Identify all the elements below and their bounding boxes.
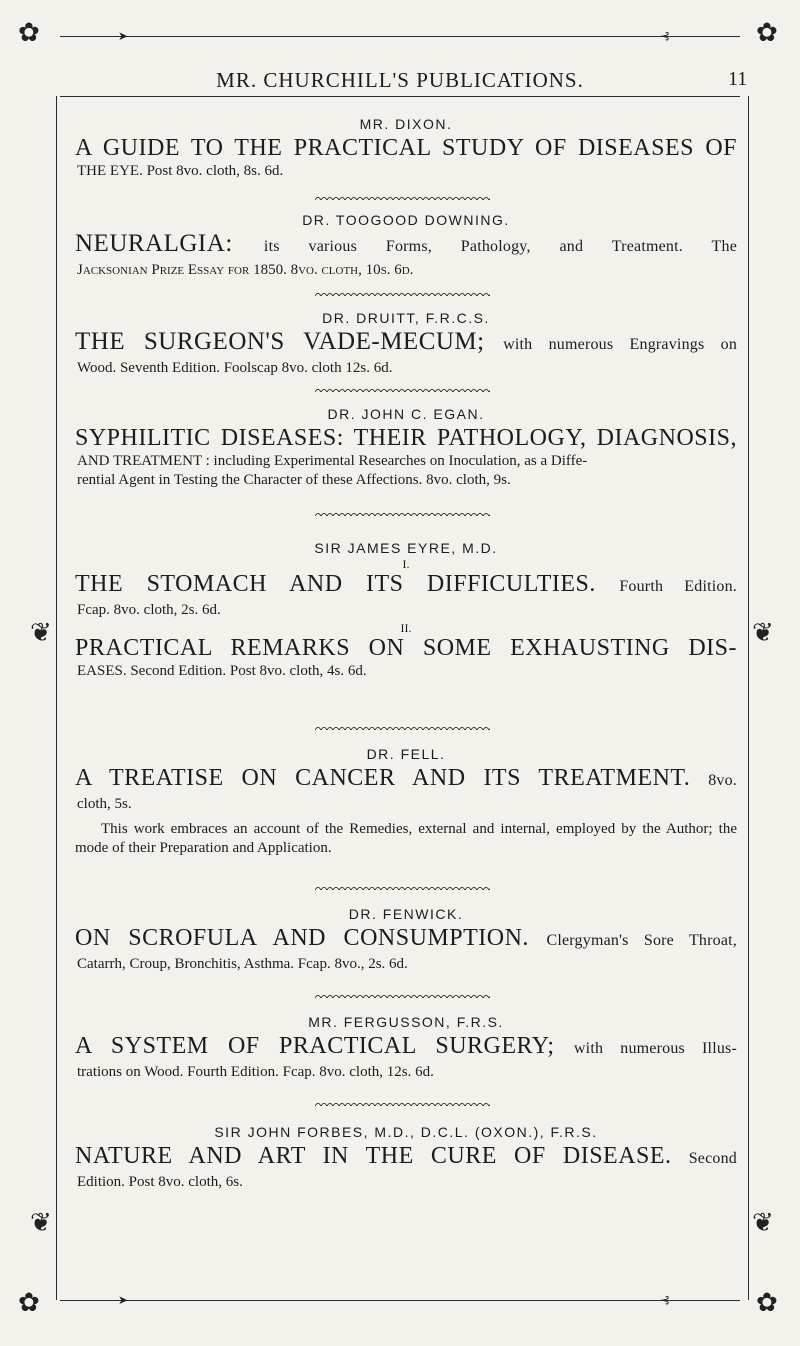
entry-title: THE STOMACH AND ITS DIFFICULTIES. Fourth Edition. [75,571,738,597]
top-border-rule [60,36,740,37]
entry-details: Fcap. 8vo. cloth, 2s. 6d. [77,602,221,618]
entry-title: NATURE AND ART IN THE CURE OF DISEASE. Second [75,1143,738,1169]
bottom-border-rule [60,1300,740,1301]
catalogue-entry [75,906,737,974]
entry-author: DR. DRUITT, F.R.C.S. [322,310,490,326]
entry-author: MR. DIXON. [359,116,453,132]
entry-title: A SYSTEM OF PRACTICAL SURGERY; with numerous Illus- [75,1033,738,1059]
entry-details: trations on Wood. Fourth Edition. Fcap. 8vo. cloth, 12s. 6d. [77,1064,434,1080]
floral-side-ornament-icon: ❦ [752,1208,774,1237]
entry-author: DR. JOHN C. EGAN. [327,406,485,422]
entry-details-line: AND TREATMENT : including Experimental Researches on Inoculation, as a Diffe- [77,453,588,469]
catalogue-entry [75,1124,737,1192]
wavy-rule-icon [315,884,490,890]
page-number: 11 [728,68,748,90]
entry-title: SYPHILITIC DISEASES: THEIR PATHOLOGY, DIAGNOSIS, [75,425,737,451]
catalogue-entry [75,212,737,280]
entry-description: This work embraces an account of the Remedies, external and internal, employed by the Author; the mode of their Preparation and Application. [75,821,737,856]
entry-details: THE EYE. Post 8vo. cloth, 8s. 6d. [77,163,284,179]
floral-corner-ornament-icon: ✿ [18,1288,40,1317]
wavy-rule-icon [315,386,490,392]
catalogue-entry [75,1014,737,1082]
entry-author: DR. FENWICK. [348,906,464,922]
running-title: MR. CHURCHILL'S PUBLICATIONS. [216,68,584,92]
wavy-rule-icon [315,290,490,296]
floral-corner-ornament-icon: ✿ [756,1288,778,1317]
entry-details: Catarrh, Croup, Bronchitis, Asthma. Fcap. 8vo., 2s. 6d. [77,956,408,972]
wavy-rule-icon [315,194,490,200]
entry-numeral: II. [400,621,412,635]
entry-title: A TREATISE ON CANCER AND ITS TREATMENT. 8vo. [75,765,737,791]
catalogue-entry [75,540,737,681]
entry-details: Jacksonian Prize Essay for 1850. 8vo. cloth, 10s. 6d. [77,262,414,278]
entry-author: SIR JOHN FORBES, M.D., D.C.L. (OXON.), F.R.S. [214,1124,598,1140]
entry-author: DR. FELL. [366,746,446,762]
rule-ornament-icon: ➤ [118,1293,129,1307]
entry-title: ON SCROFULA AND CONSUMPTION. Clergyman's Sore Throat, [75,925,738,951]
entry-author: SIR JAMES EYRE, M.D. [314,540,498,556]
entry-details: EASES. Second Edition. Post 8vo. cloth, 4s. 6d. [77,663,367,679]
wavy-rule-icon [315,510,490,516]
entry-details-line: rential Agent in Testing the Character of these Affections. 8vo. cloth, 9s. [77,472,511,488]
entry-numeral: I. [402,557,410,571]
catalogue-entry [75,310,737,378]
catalogue-entry [75,746,737,858]
entry-details: Edition. Post 8vo. cloth, 6s. [77,1174,243,1190]
floral-side-ornament-icon: ❦ [752,618,774,647]
header-rule [60,96,740,97]
entry-title: THE SURGEON'S VADE-MECUM; with numerous Engravings on [75,328,738,355]
floral-side-ornament-icon: ❦ [30,1208,52,1237]
entry-details: Wood. Seventh Edition. Foolscap 8vo. cloth 12s. 6d. [77,360,393,376]
wavy-rule-icon [315,724,490,730]
rule-ornament-icon: ➤ [118,29,129,43]
left-border-rule [56,96,57,1300]
rule-ornament-icon: ⊰ [660,29,671,43]
entry-details: cloth, 5s. [77,796,132,812]
entry-title: PRACTICAL REMARKS ON SOME EXHAUSTING DIS- [75,635,737,661]
entry-title: A GUIDE TO THE PRACTICAL STUDY OF DISEASES OF [75,135,737,161]
wavy-rule-icon [315,992,490,998]
rule-ornament-icon: ⊰ [660,1293,671,1307]
catalogue-entry [75,116,737,181]
floral-corner-ornament-icon: ✿ [18,18,40,47]
floral-corner-ornament-icon: ✿ [756,18,778,47]
entry-title: NEURALGIA: its various Forms, Pathology, and Treatment. The [75,230,737,257]
wavy-rule-icon [315,1100,490,1106]
catalogue-entry [75,406,737,490]
entry-author: MR. FERGUSSON, F.R.S. [308,1014,504,1030]
right-border-rule [748,96,749,1300]
floral-side-ornament-icon: ❦ [30,618,52,647]
entry-author: DR. TOOGOOD DOWNING. [302,212,510,228]
